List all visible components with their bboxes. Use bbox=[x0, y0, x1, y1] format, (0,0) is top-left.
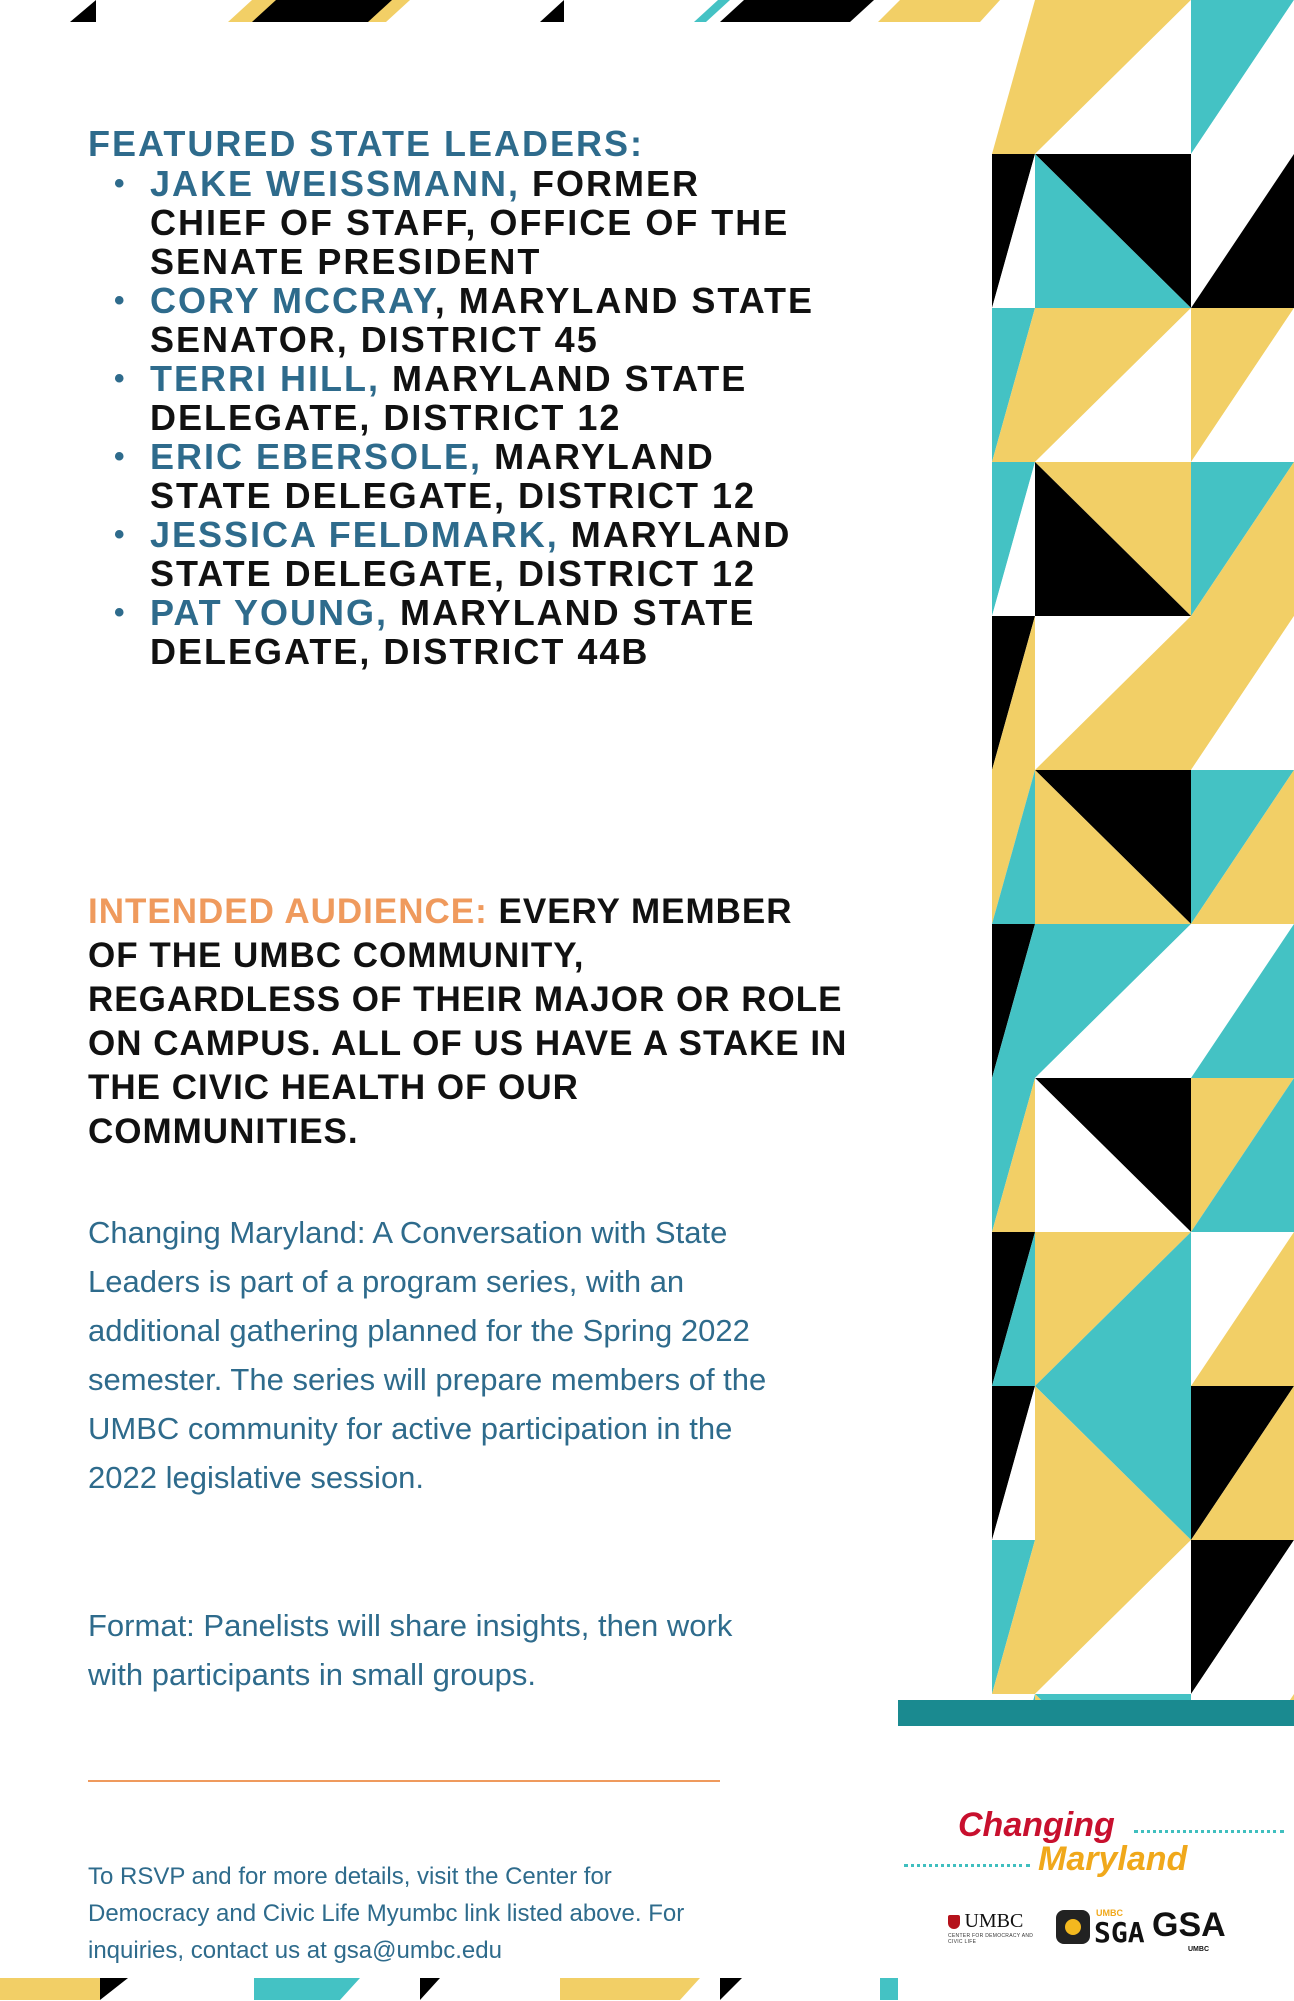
umbc-wordmark: UMBC bbox=[964, 1910, 1024, 1932]
umbc-cdcl-subtitle: CENTER FOR DEMOCRACY AND CIVIC LIFE bbox=[948, 1933, 1034, 1945]
leader-name: JAKE WEISSMANN, bbox=[150, 163, 521, 204]
leader-item bbox=[150, 359, 828, 437]
leader-title: MARYLAND STATE DELEGATE, DISTRICT 12 bbox=[150, 514, 792, 594]
event-logo-card bbox=[898, 1700, 1294, 2001]
sga-umbc-label: UMBC bbox=[1096, 1908, 1123, 1918]
umbc-crest-icon bbox=[948, 1915, 960, 1929]
dotted-line-decoration bbox=[904, 1864, 1030, 1867]
leader-item bbox=[150, 515, 828, 593]
pattern-triangle bbox=[252, 0, 392, 22]
leader-name: ERIC EBERSOLE, bbox=[150, 436, 483, 477]
leader-title: FORMER CHIEF OF STAFF, OFFICE OF THE SENATE PRESIDENT bbox=[150, 163, 790, 282]
leader-item bbox=[150, 281, 828, 359]
featured-leaders-section bbox=[88, 124, 828, 671]
rsvp-info: To RSVP and for more details, visit the Center for Democracy and Civic Life Myumbc link listed above. For inquiries, contact us at gsa@umbc.edu bbox=[88, 1863, 685, 1964]
intended-audience bbox=[88, 890, 848, 1154]
gsa-umbc-label: UMBC bbox=[1188, 1946, 1209, 1953]
pattern-triangle bbox=[720, 0, 874, 22]
logo-word-maryland: Maryland bbox=[1038, 1840, 1188, 1878]
pattern-triangle bbox=[560, 1978, 700, 2000]
leader-title: MARYLAND STATE DELEGATE, DISTRICT 12 bbox=[150, 358, 748, 438]
leader-item bbox=[150, 437, 828, 515]
logo-word-changing: Changing bbox=[958, 1806, 1115, 1844]
leader-title: , MARYLAND STATE SENATOR, DISTRICT 45 bbox=[150, 280, 815, 360]
pattern-triangle bbox=[720, 1978, 742, 2000]
dotted-line-decoration bbox=[1134, 1830, 1284, 1833]
pattern-triangle bbox=[254, 1978, 360, 2000]
leader-item bbox=[150, 593, 828, 671]
format-description: Format: Panelists will share insights, then work with participants in small groups. bbox=[88, 1608, 733, 1692]
audience-label: INTENDED AUDIENCE: bbox=[88, 892, 488, 931]
sga-emblem-icon bbox=[1056, 1910, 1090, 1944]
pattern-triangle bbox=[420, 1978, 440, 2000]
sga-wordmark: SGA bbox=[1094, 1916, 1145, 1949]
leader-title: MARYLAND STATE DELEGATE, DISTRICT 12 bbox=[150, 436, 757, 516]
umbc-cdcl-logo bbox=[948, 1910, 1038, 1945]
audience-text: EVERY MEMBER OF THE UMBC COMMUNITY, REGARDLESS OF THEIR MAJOR OR ROLE ON CAMPUS. ALL OF US HAVE A STAKE IN THE CIVIC HEALTH OF OUR COMMUNITIES. bbox=[88, 892, 848, 1151]
leader-title: MARYLAND STATE DELEGATE, DISTRICT 44B bbox=[150, 592, 756, 672]
gsa-wordmark: GSA bbox=[1152, 1906, 1226, 1944]
leader-name: TERRI HILL, bbox=[150, 358, 380, 399]
partner-logos bbox=[948, 1902, 1268, 1962]
leader-name: JESSICA FELDMARK, bbox=[150, 514, 559, 555]
umbc-sga-logo bbox=[1056, 1902, 1145, 1952]
leader-name: CORY MCCRAY bbox=[150, 280, 435, 321]
pattern-triangle bbox=[70, 0, 96, 22]
section-divider bbox=[88, 1780, 720, 1782]
series-description: Changing Maryland: A Conversation with State Leaders is part of a program series, with an additional gathering planned for the Spring 2022 semester. The series will prepare members of the UMBC community for active participation in the 2022 legislative session. bbox=[88, 1215, 767, 1495]
leader-item bbox=[150, 164, 828, 281]
leaders-list bbox=[88, 164, 828, 671]
leaders-heading: FEATURED STATE LEADERS: bbox=[88, 123, 644, 164]
umbc-gsa-logo bbox=[1152, 1906, 1242, 1956]
pattern-triangle bbox=[100, 1978, 128, 2000]
leader-name: PAT YOUNG, bbox=[150, 592, 389, 633]
pattern-triangle bbox=[0, 1978, 100, 2000]
pattern-triangle bbox=[540, 0, 564, 22]
